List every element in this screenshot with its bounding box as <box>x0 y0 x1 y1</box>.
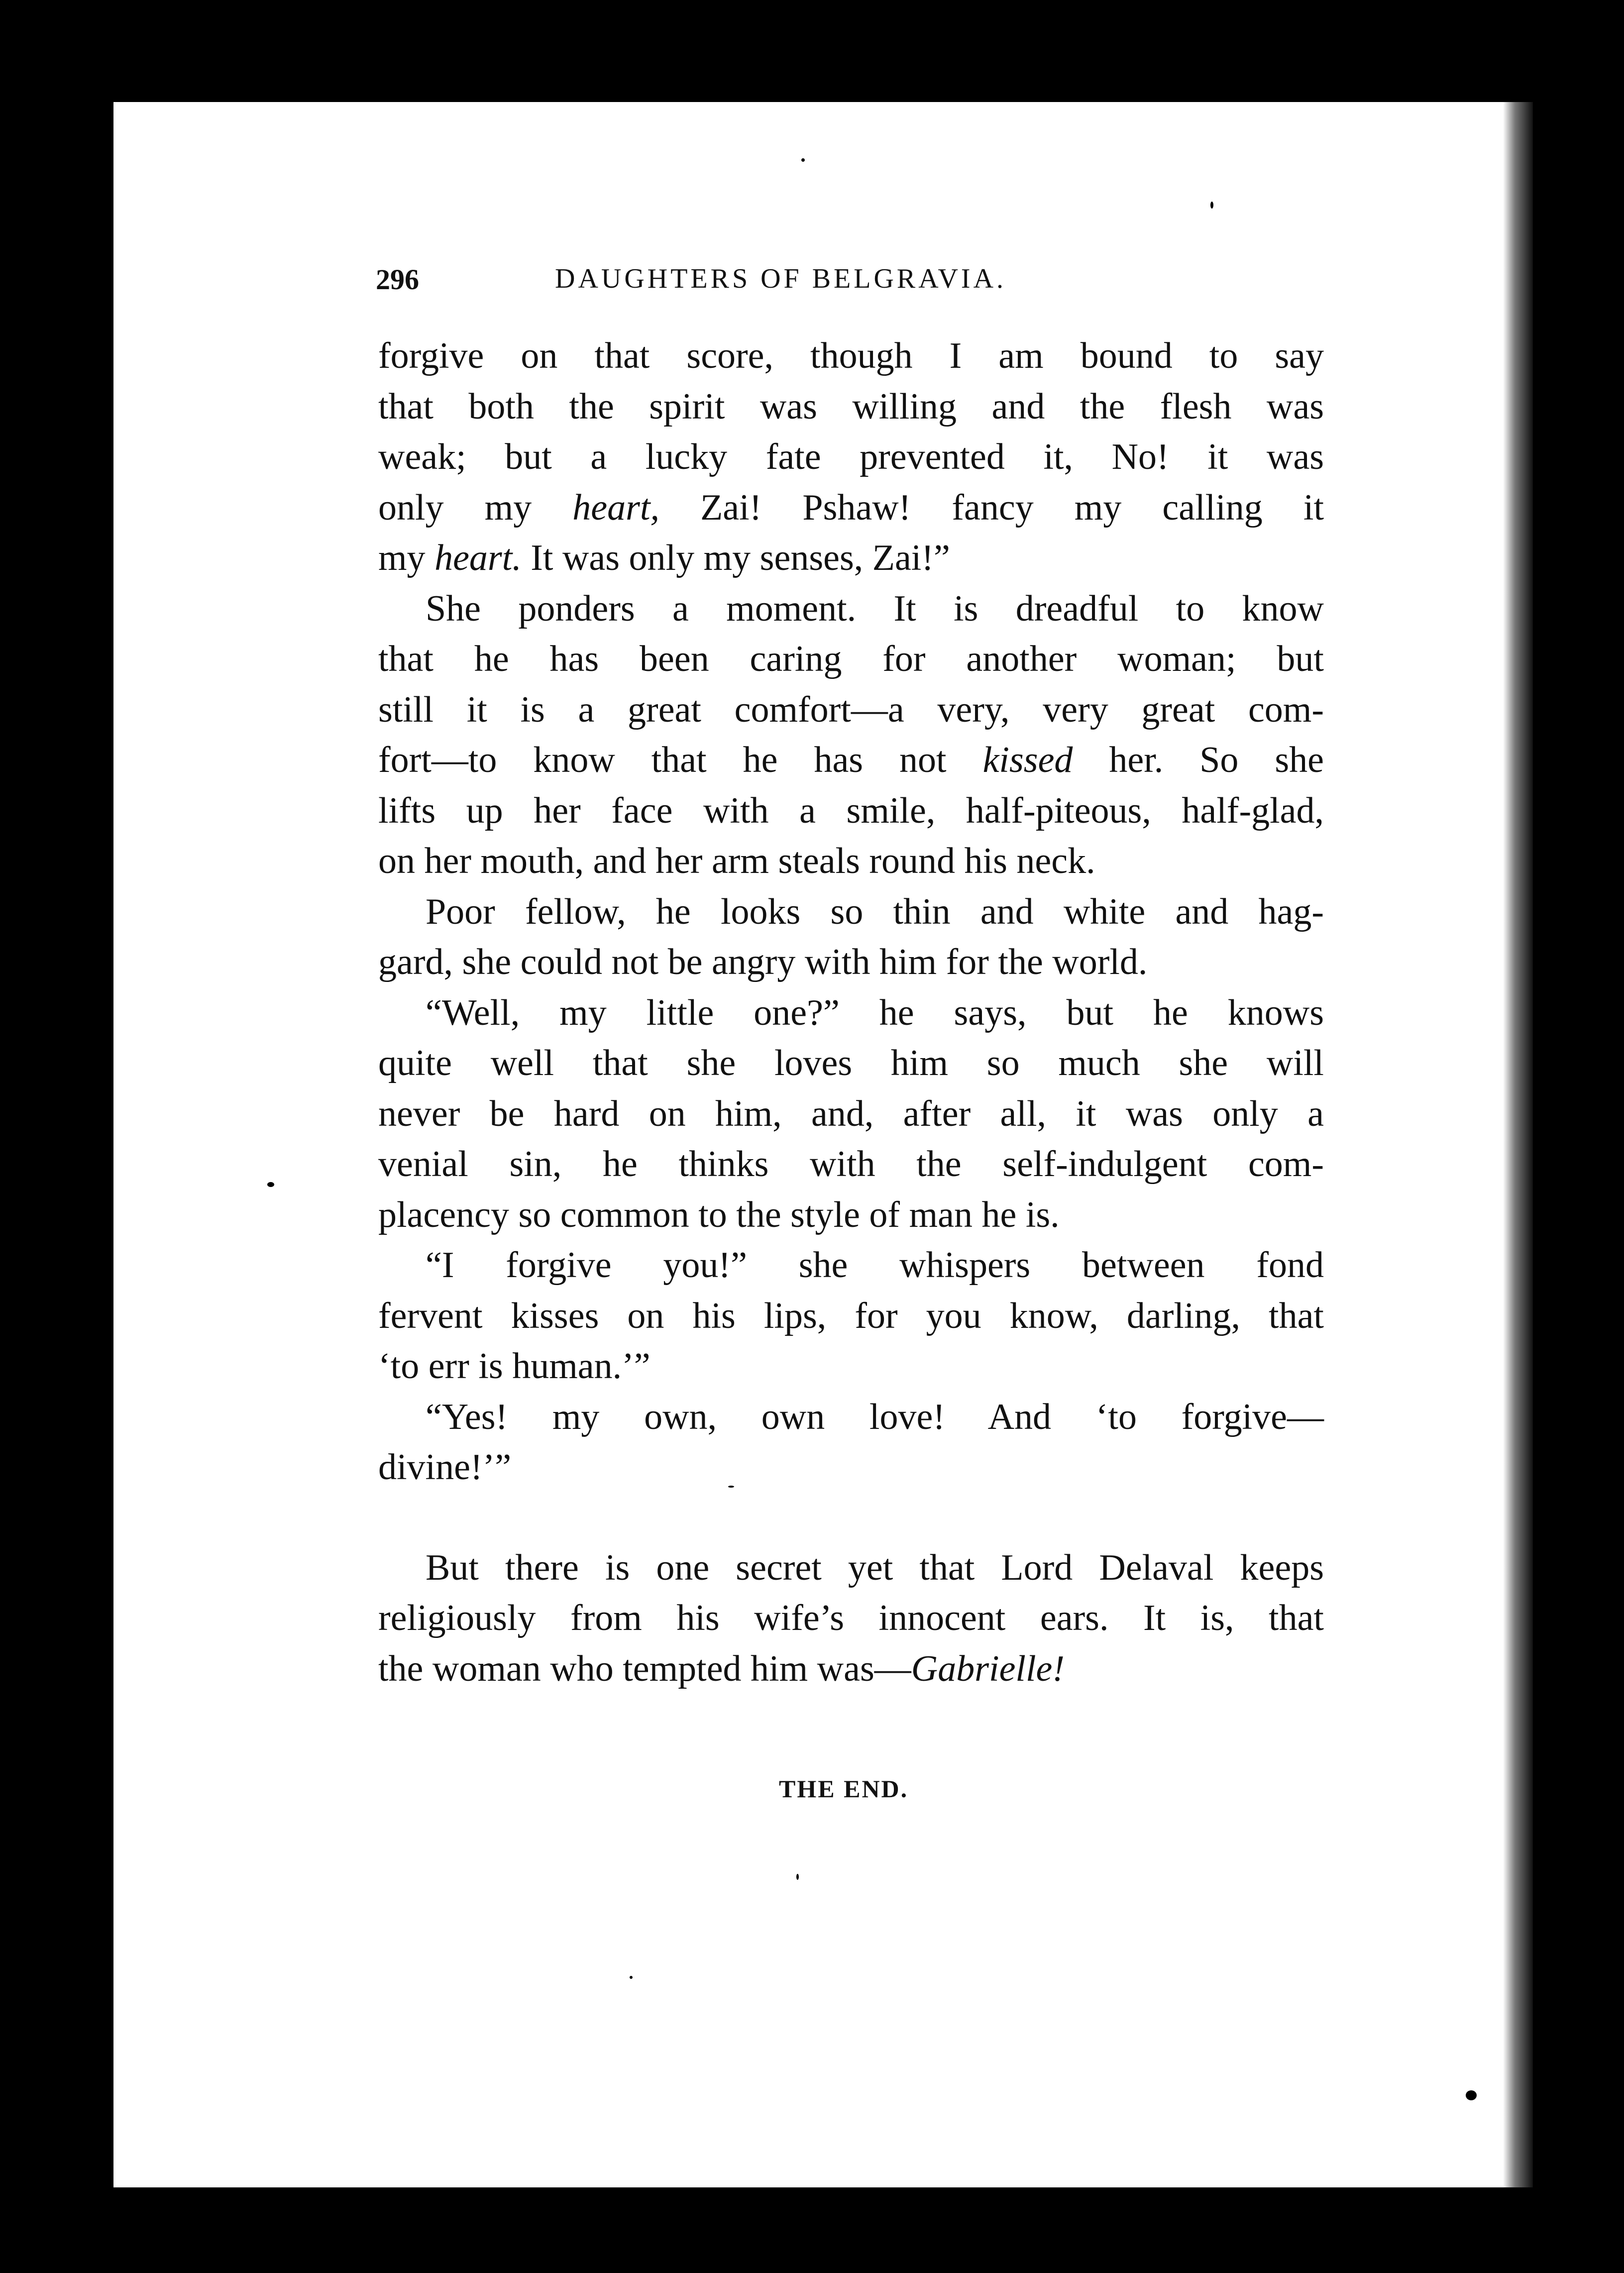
text-line <box>378 382 1324 433</box>
text-line <box>378 432 1324 483</box>
text-line <box>378 988 1324 1039</box>
text-line-content: venial sin, he thinks with the self-indulgent com- <box>378 1144 1324 1185</box>
text-line-content: It was only my senses, Zai!” <box>521 538 950 578</box>
text-line <box>378 735 1324 786</box>
text-line-content: She ponders a moment. It is dreadful to know <box>426 588 1324 629</box>
text-line <box>378 1341 1324 1392</box>
text-line-content: on her mouth, and her arm steals round his neck. <box>378 841 1095 881</box>
ink-speck <box>630 1976 633 1979</box>
text-line-content: Zai! Pshaw! fancy my calling it <box>659 487 1324 528</box>
section-gap <box>378 1493 1324 1543</box>
text-line-content: religiously from his wife’s innocent ears. It is, that <box>378 1598 1324 1638</box>
text-line-content: placency so common to the style of man he is. <box>378 1194 1060 1235</box>
text-line-content: fort—to know that he has not <box>378 740 983 780</box>
text-line-content: her. So she <box>1073 740 1324 780</box>
text-line-content: divine!’” <box>378 1447 512 1488</box>
text-line <box>378 533 1324 584</box>
ink-speck <box>1466 2090 1477 2100</box>
book-title: DAUGHTERS OF BELGRAVIA. <box>555 263 1007 294</box>
text-line <box>378 1644 1324 1695</box>
ink-speck <box>267 1182 274 1187</box>
text-line <box>378 786 1324 837</box>
text-line-content: my <box>378 538 435 578</box>
ink-speck <box>1210 202 1213 209</box>
ink-speck <box>801 158 805 162</box>
text-line-content: lifts up her face with a smile, half-piteous, half-glad, <box>378 790 1324 831</box>
page-number: 296 <box>376 263 419 296</box>
text-line-content: gard, she could not be angry with him for the world. <box>378 942 1148 982</box>
text-line-content: fervent kisses on his lips, for you know, darling, that <box>378 1295 1324 1336</box>
text-line-content: weak; but a lucky fate prevented it, No! it was <box>378 436 1324 477</box>
text-line <box>378 1593 1324 1644</box>
text-line <box>378 1442 1324 1493</box>
text-line-content: the woman who tempted him was— <box>378 1648 911 1689</box>
text-line-content: quite well that she loves him so much she will <box>378 1043 1324 1083</box>
text-line-content: “Yes! my own, own love! And ‘to forgive— <box>426 1396 1324 1437</box>
running-head <box>376 263 1102 303</box>
text-line-content: But there is one secret yet that Lord Delaval keeps <box>426 1547 1324 1588</box>
text-line <box>378 1190 1324 1241</box>
page-edge-shadow <box>1503 102 1533 2187</box>
text-line <box>378 1240 1324 1291</box>
text-line <box>378 1038 1324 1089</box>
text-line-content: still it is a great comfort—a very, very great com- <box>378 689 1324 730</box>
the-end-mark: THE END. <box>779 1775 909 1803</box>
text-line <box>378 685 1324 736</box>
italic-emphasis: heart. <box>434 538 522 578</box>
text-line <box>378 1543 1324 1594</box>
text-line <box>378 1392 1324 1443</box>
italic-emphasis: kissed <box>982 740 1073 780</box>
text-line <box>378 634 1324 685</box>
text-line <box>378 584 1324 635</box>
text-line-content: Poor fellow, he looks so thin and white and hag- <box>426 891 1324 932</box>
text-line <box>378 887 1324 938</box>
ink-speck <box>796 1874 799 1880</box>
text-line-content: only my <box>378 487 573 528</box>
text-line <box>378 1139 1324 1190</box>
text-line <box>378 1089 1324 1140</box>
text-line <box>378 331 1324 382</box>
text-line <box>378 937 1324 988</box>
text-line-content: “Well, my little one?” he says, but he knows <box>426 992 1324 1033</box>
text-line-content: that he has been caring for another woman; but <box>378 639 1324 679</box>
body-text <box>378 331 1324 1694</box>
text-line-content: that both the spirit was willing and the flesh was <box>378 386 1324 427</box>
text-line-content: forgive on that score, though I am bound to say <box>378 335 1324 376</box>
text-line <box>378 836 1324 887</box>
italic-emphasis: heart, <box>572 487 659 528</box>
text-line <box>378 483 1324 534</box>
italic-emphasis: Gabrielle! <box>911 1648 1065 1689</box>
text-line <box>378 1291 1324 1342</box>
text-line-content: ‘to err is human.’” <box>378 1346 650 1387</box>
text-line-content: “I forgive you!” she whispers between fond <box>426 1245 1324 1286</box>
text-line-content: never be hard on him, and, after all, it was only a <box>378 1093 1324 1134</box>
